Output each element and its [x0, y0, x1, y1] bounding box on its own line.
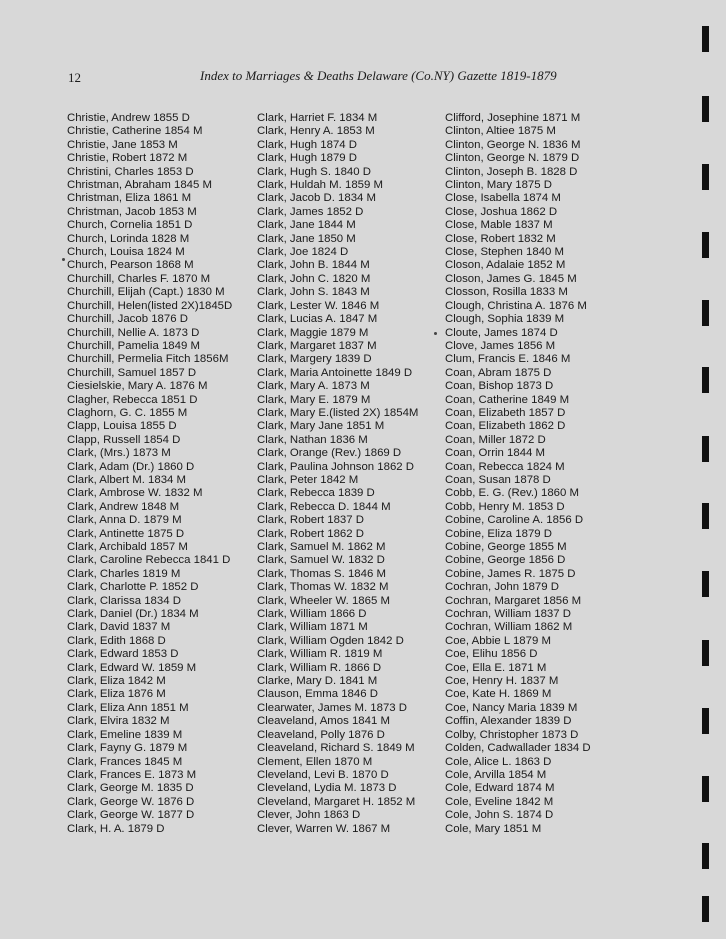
index-entry: Clark, H. A. 1879 D	[67, 822, 165, 835]
binding-bar	[702, 708, 709, 734]
index-entry: Cole, Alice L. 1863 D	[445, 755, 552, 768]
binding-bar	[702, 96, 709, 122]
index-entry: Clark, Hugh S. 1840 D	[257, 165, 371, 178]
index-entry: Clark, William 1866 D	[257, 608, 367, 621]
index-entry: Clough, Sophia 1839 M	[445, 313, 565, 326]
index-entry: Cleveland, Levi B. 1870 D	[257, 768, 389, 781]
index-entry: Close, Robert 1832 M	[445, 232, 556, 245]
index-entry: Closon, Adalaie 1852 M	[445, 259, 566, 272]
index-entry: Clifford, Josephine 1871 M	[445, 112, 581, 124]
index-entry: Clark, Jacob D. 1834 M	[257, 192, 377, 205]
index-entry: Cobine, Caroline A. 1856 D	[445, 514, 584, 527]
index-entry: Closson, Rosilla 1833 M	[445, 286, 568, 299]
index-entry: Churchill, Pamelia 1849 M	[67, 339, 200, 352]
index-entry: Churchill, Elijah (Capt.) 1830 M	[67, 286, 225, 299]
index-entry: Colby, Christopher 1873 D	[445, 728, 579, 741]
index-entry: Clapp, Russell 1854 D	[67, 433, 181, 446]
index-entry: Clark, Margaret 1837 M	[257, 339, 377, 352]
index-entry: Clark, Nathan 1836 M	[257, 433, 368, 446]
index-entry: Clark, Ambrose W. 1832 M	[67, 487, 203, 500]
index-entry: Clark, Lester W. 1846 M	[257, 299, 380, 312]
index-entry: Cole, John S. 1874 D	[445, 809, 554, 822]
index-entry: Churchill, Helen(listed 2X)1845D	[67, 299, 233, 312]
index-entry: Clark, Wheeler W. 1865 M	[257, 594, 390, 607]
index-entry: Clark, Thomas S. 1846 M	[257, 567, 386, 580]
index-entry: Christini, Charles 1853 D	[67, 165, 194, 178]
index-entry: Clark, Edith 1868 D	[67, 634, 166, 647]
index-entry: Clark, Edward W. 1859 M	[67, 661, 197, 674]
index-entry: Clark, (Mrs.) 1873 M	[67, 447, 171, 460]
index-entry: Clark, Frances E. 1873 M	[67, 768, 197, 781]
index-entry: Clark, Rebecca 1839 D	[257, 487, 375, 500]
index-entry: Clark, John B. 1844 M	[257, 259, 370, 272]
index-entry: Clinton, George N. 1879 D	[445, 152, 580, 165]
index-entry: Clement, Ellen 1870 M	[257, 755, 373, 768]
index-entry: Clark, Henry A. 1853 M	[257, 125, 375, 138]
index-entry: Christman, Jacob 1853 M	[67, 205, 197, 218]
index-entry: Coan, Orrin 1844 M	[445, 447, 546, 460]
index-entry: Clark, Mary Jane 1851 M	[257, 420, 385, 433]
index-entry: Clough, Christina A. 1876 M	[445, 299, 587, 312]
index-entry: Christie, Catherine 1854 M	[67, 125, 203, 138]
binding-bar	[702, 640, 709, 666]
index-entry: Cleaveland, Amos 1841 M	[257, 715, 390, 728]
index-entry: Clark, Mary E.(listed 2X) 1854M	[257, 406, 419, 419]
binding-bar	[702, 26, 709, 52]
index-entry: Close, Stephen 1840 M	[445, 246, 565, 259]
index-entry: Ciesielskie, Mary A. 1876 M	[67, 380, 208, 393]
index-entry: Churchill, Permelia Fitch 1856M	[67, 353, 229, 366]
binding-edge-marks	[702, 0, 714, 939]
index-entry: Cleveland, Margaret H. 1852 M	[257, 795, 416, 808]
index-entry: Clark, Mary E. 1879 M	[257, 393, 371, 406]
index-entry: Coe, Kate H. 1869 M	[445, 688, 552, 701]
index-entry: Cobine, George 1856 D	[445, 554, 566, 567]
index-entry: Clark, Hugh 1879 D	[257, 152, 358, 165]
index-entry: Church, Cornelia 1851 D	[67, 219, 193, 232]
index-entry: Cole, Mary 1851 M	[445, 822, 542, 835]
index-entry: Cobb, Henry M. 1853 D	[445, 500, 565, 513]
index-entry: Coan, Susan 1878 D	[445, 473, 551, 486]
index-entry: Clark, Jane 1844 M	[257, 219, 356, 232]
index-column-1	[67, 112, 267, 836]
index-entry: Cochran, William 1837 D	[445, 608, 571, 621]
index-entry: Cobine, James R. 1875 D	[445, 567, 576, 580]
index-entry: Clark, Eliza 1876 M	[67, 688, 166, 701]
index-entry: Christie, Jane 1853 M	[67, 138, 178, 151]
index-entry: Close, Joshua 1862 D	[445, 205, 558, 218]
index-entry: Clark, George W. 1877 D	[67, 809, 195, 822]
index-entry: Cole, Edward 1874 M	[445, 782, 555, 795]
index-entry: Christie, Robert 1872 M	[67, 152, 188, 165]
index-entry: Claghorn, G. C. 1855 M	[67, 406, 188, 419]
index-entry: Colden, Cadwallader 1834 D	[445, 742, 591, 755]
binding-bar	[702, 367, 709, 393]
binding-bar	[702, 436, 709, 462]
index-entry: Clark, Samuel W. 1832 D	[257, 554, 385, 567]
index-entry: Clark, James 1852 D	[257, 205, 364, 218]
index-entry: Clark, Paulina Johnson 1862 D	[257, 460, 415, 473]
index-entry: Cochran, John 1879 D	[445, 581, 559, 594]
index-entry: Clark, Adam (Dr.) 1860 D	[67, 460, 195, 473]
index-column-3	[445, 112, 645, 836]
index-entry: Churchill, Charles F. 1870 M	[67, 272, 211, 285]
index-entry: Clark, Harriet F. 1834 M	[257, 112, 378, 124]
index-entry: Clark, Eliza Ann 1851 M	[67, 701, 189, 714]
index-entry: Cole, Eveline 1842 M	[445, 795, 554, 808]
index-entry: Clove, James 1856 M	[445, 339, 556, 352]
index-entry: Coan, Elizabeth 1857 D	[445, 406, 566, 419]
index-entry: Clark, Charles 1819 M	[67, 567, 181, 580]
index-entry: Cochran, William 1862 M	[445, 621, 573, 634]
index-entry: Clark, Lucias A. 1847 M	[257, 313, 378, 326]
index-entry: Clever, Warren W. 1867 M	[257, 822, 391, 835]
index-entry: Clark, Clarissa 1834 D	[67, 594, 181, 607]
index-entry: Clark, Jane 1850 M	[257, 232, 356, 245]
index-entry: Cobine, Eliza 1879 D	[445, 527, 553, 540]
index-entry: Clark, Fayny G. 1879 M	[67, 742, 188, 755]
binding-bar	[702, 503, 709, 529]
index-entry: Cole, Arvilla 1854 M	[445, 768, 547, 781]
index-entry: Clark, Charlotte P. 1852 D	[67, 581, 199, 594]
index-entry: Clark, Anna D. 1879 M	[67, 514, 182, 527]
index-entry: Clinton, Mary 1875 D	[445, 179, 552, 192]
index-entry: Clark, Peter 1842 M	[257, 473, 359, 486]
binding-bar	[702, 232, 709, 258]
index-entry: Christman, Abraham 1845 M	[67, 179, 212, 192]
index-entry: Coe, Abbie L 1879 M	[445, 634, 551, 647]
index-entry: Clark, Frances 1845 M	[67, 755, 183, 768]
index-entry: Clark, William R. 1866 D	[257, 661, 382, 674]
index-entry: Churchill, Samuel 1857 D	[67, 366, 197, 379]
index-entry: Churchill, Jacob 1876 D	[67, 313, 188, 326]
index-entry: Clum, Francis E. 1846 M	[445, 353, 571, 366]
index-entry: Cloute, James 1874 D	[445, 326, 558, 339]
index-entry: Clever, John 1863 D	[257, 809, 361, 822]
binding-bar	[702, 300, 709, 326]
index-column-2	[257, 112, 457, 836]
index-entry: Clinton, Joseph B. 1828 D	[445, 165, 578, 178]
binding-bar	[702, 776, 709, 802]
index-entry: Clark, Joe 1824 D	[257, 246, 349, 259]
index-entry: Clark, Edward 1853 D	[67, 648, 179, 661]
index-entry: Clark, William R. 1819 M	[257, 648, 383, 661]
index-entry: Churchill, Nellie A. 1873 D	[67, 326, 200, 339]
index-entry: Clark, Robert 1837 D	[257, 514, 364, 527]
index-entry: Church, Lorinda 1828 M	[67, 232, 190, 245]
index-entry: Christman, Eliza 1861 M	[67, 192, 192, 205]
index-entry: Clark, Thomas W. 1832 M	[257, 581, 389, 594]
index-entry: Coan, Catherine 1849 M	[445, 393, 570, 406]
index-entry: Clearwater, James M. 1873 D	[257, 701, 408, 714]
index-entry: Clark, Daniel (Dr.) 1834 M	[67, 608, 199, 621]
index-entry: Clark, David 1837 M	[67, 621, 171, 634]
index-entry: Clark, Orange (Rev.) 1869 D	[257, 447, 402, 460]
index-entry: Clark, John S. 1843 M	[257, 286, 370, 299]
index-entry: Christie, Andrew 1855 D	[67, 112, 190, 124]
index-entry: Cleveland, Lydia M. 1873 D	[257, 782, 397, 795]
binding-bar	[702, 164, 709, 190]
index-entry: Clark, George M. 1835 D	[67, 782, 194, 795]
index-entry: Coan, Elizabeth 1862 D	[445, 420, 566, 433]
index-entry: Cobb, E. G. (Rev.) 1860 M	[445, 487, 579, 500]
page-number: 12	[68, 70, 81, 85]
index-entry: Cochran, Margaret 1856 M	[445, 594, 582, 607]
index-entry: Clark, Huldah M. 1859 M	[257, 179, 383, 192]
index-entry: Close, Isabella 1874 M	[445, 192, 561, 205]
index-entry: Clark, Caroline Rebecca 1841 D	[67, 554, 231, 567]
index-entry: Clapp, Louisa 1855 D	[67, 420, 177, 433]
index-entry: Clark, Andrew 1848 M	[67, 500, 180, 513]
index-entry: Close, Mable 1837 M	[445, 219, 553, 232]
index-entry: Coe, Henry H. 1837 M	[445, 675, 559, 688]
index-entry: Clark, Mary A. 1873 M	[257, 380, 370, 393]
scan-mark	[62, 258, 65, 261]
index-entry: Cleaveland, Polly 1876 D	[257, 728, 385, 741]
index-entry: Clark, Antinette 1875 D	[67, 527, 185, 540]
index-entry: Clark, Albert M. 1834 M	[67, 473, 187, 486]
index-entry: Coan, Bishop 1873 D	[445, 380, 554, 393]
index-entry: Clark, William Ogden 1842 D	[257, 634, 404, 647]
binding-bar	[702, 896, 709, 922]
index-entry: Coffin, Alexander 1839 D	[445, 715, 572, 728]
index-entry: Church, Pearson 1868 M	[67, 259, 194, 272]
index-entry: Cleaveland, Richard S. 1849 M	[257, 742, 415, 755]
index-entry: Closon, James G. 1845 M	[445, 272, 577, 285]
index-entry: Clark, John C. 1820 M	[257, 272, 371, 285]
index-entry: Church, Louisa 1824 M	[67, 246, 185, 259]
index-entry: Clark, Eliza 1842 M	[67, 675, 166, 688]
index-entry: Clinton, George N. 1836 M	[445, 138, 581, 151]
index-entry: Clark, Maggie 1879 M	[257, 326, 369, 339]
index-entry: Clark, William 1871 M	[257, 621, 368, 634]
index-entry: Coan, Miller 1872 D	[445, 433, 546, 446]
index-entry: Clinton, Altiee 1875 M	[445, 125, 556, 138]
index-entry: Clark, Samuel M. 1862 M	[257, 541, 386, 553]
index-entry: Clark, Elvira 1832 M	[67, 715, 170, 728]
index-entry: Coe, Nancy Maria 1839 M	[445, 701, 578, 714]
binding-bar	[702, 571, 709, 597]
index-entry: Clagher, Rebecca 1851 D	[67, 393, 198, 406]
index-entry: Clarke, Mary D. 1841 M	[257, 675, 378, 688]
index-entry: Clark, Robert 1862 D	[257, 527, 364, 540]
binding-bar	[702, 843, 709, 869]
index-entry: Clark, Hugh 1874 D	[257, 138, 358, 151]
index-entry: Cobine, George 1855 M	[445, 541, 567, 553]
index-entry: Coe, Elihu 1856 D	[445, 648, 538, 661]
page-title: Index to Marriages & Deaths Delaware (Co.NY) Gazette 1819-1879	[200, 68, 557, 83]
index-entry: Clauson, Emma 1846 D	[257, 688, 378, 701]
index-entry: Coe, Ella E. 1871 M	[445, 661, 547, 674]
index-entry: Clark, Archibald 1857 M	[67, 541, 188, 553]
index-entry: Coan, Rebecca 1824 M	[445, 460, 565, 473]
index-entry: Clark, Maria Antoinette 1849 D	[257, 366, 413, 379]
index-entry: Clark, Margery 1839 D	[257, 353, 372, 366]
index-entry: Clark, Rebecca D. 1844 M	[257, 500, 391, 513]
index-entry: Clark, George W. 1876 D	[67, 795, 195, 808]
index-entry: Clark, Emeline 1839 M	[67, 728, 183, 741]
index-entry: Coan, Abram 1875 D	[445, 366, 552, 379]
scan-mark	[434, 332, 437, 335]
